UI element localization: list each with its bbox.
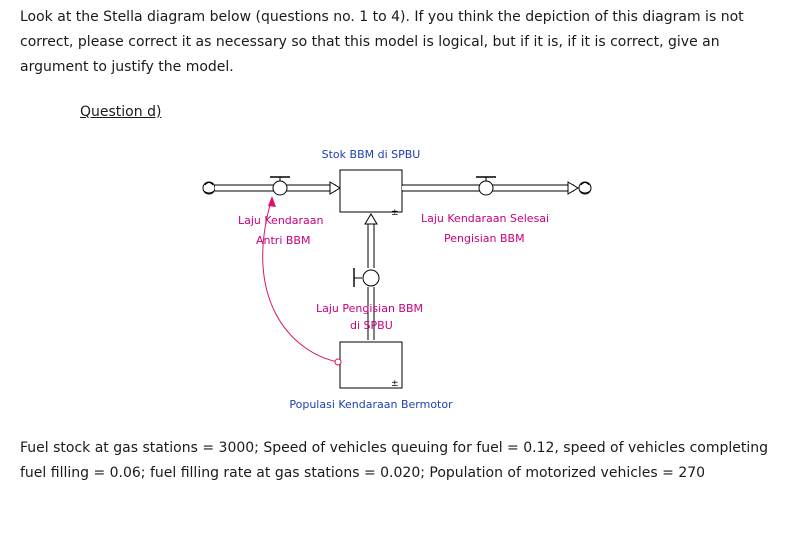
- question-label: Question d): [80, 104, 162, 120]
- complete-flow-label-line1: Laju Kendaraan Selesai: [421, 212, 550, 225]
- refill-flow-label-line2: di SPBU: [350, 319, 393, 332]
- queue-valve-icon: [270, 177, 290, 195]
- refill-flow-label-line1: Laju Pengisian BBM: [316, 302, 423, 315]
- stock-fuel-label: Stok BBM di SPBU: [321, 148, 421, 161]
- stock-fuel-box: [340, 170, 402, 212]
- queue-flow-label-line2: Antri BBM: [256, 234, 311, 247]
- queue-flow-label-line1: Laju Kendaraan: [238, 214, 324, 227]
- intro-paragraph: Look at the Stella diagram below (questions no. 1 to 4). If you think the depiction of this diagram is not correct, please correct it as necessary so that this model is logical, but if it is, if it is correct, give an argument to justify the model.: [20, 9, 744, 75]
- sink-cloud-icon: [579, 182, 591, 194]
- stock-population-sign: ±: [391, 379, 399, 389]
- complete-valve-icon: [476, 177, 496, 195]
- complete-flow-label-line2: Pengisian BBM: [444, 232, 525, 245]
- stock-population-label: Populasi Kendaraan Bermotor: [289, 398, 453, 411]
- source-cloud-icon: [203, 182, 215, 194]
- stock-fuel-sign: ±: [391, 208, 399, 218]
- parameters-paragraph: Fuel stock at gas stations = 3000; Speed of vehicles queuing for fuel = 0.12, speed of vehicles completing fuel filling = 0.06; fuel filling rate at gas stations = 0.020; Population of motorized vehicles = 270: [20, 440, 769, 481]
- refill-valve-icon: [354, 268, 379, 287]
